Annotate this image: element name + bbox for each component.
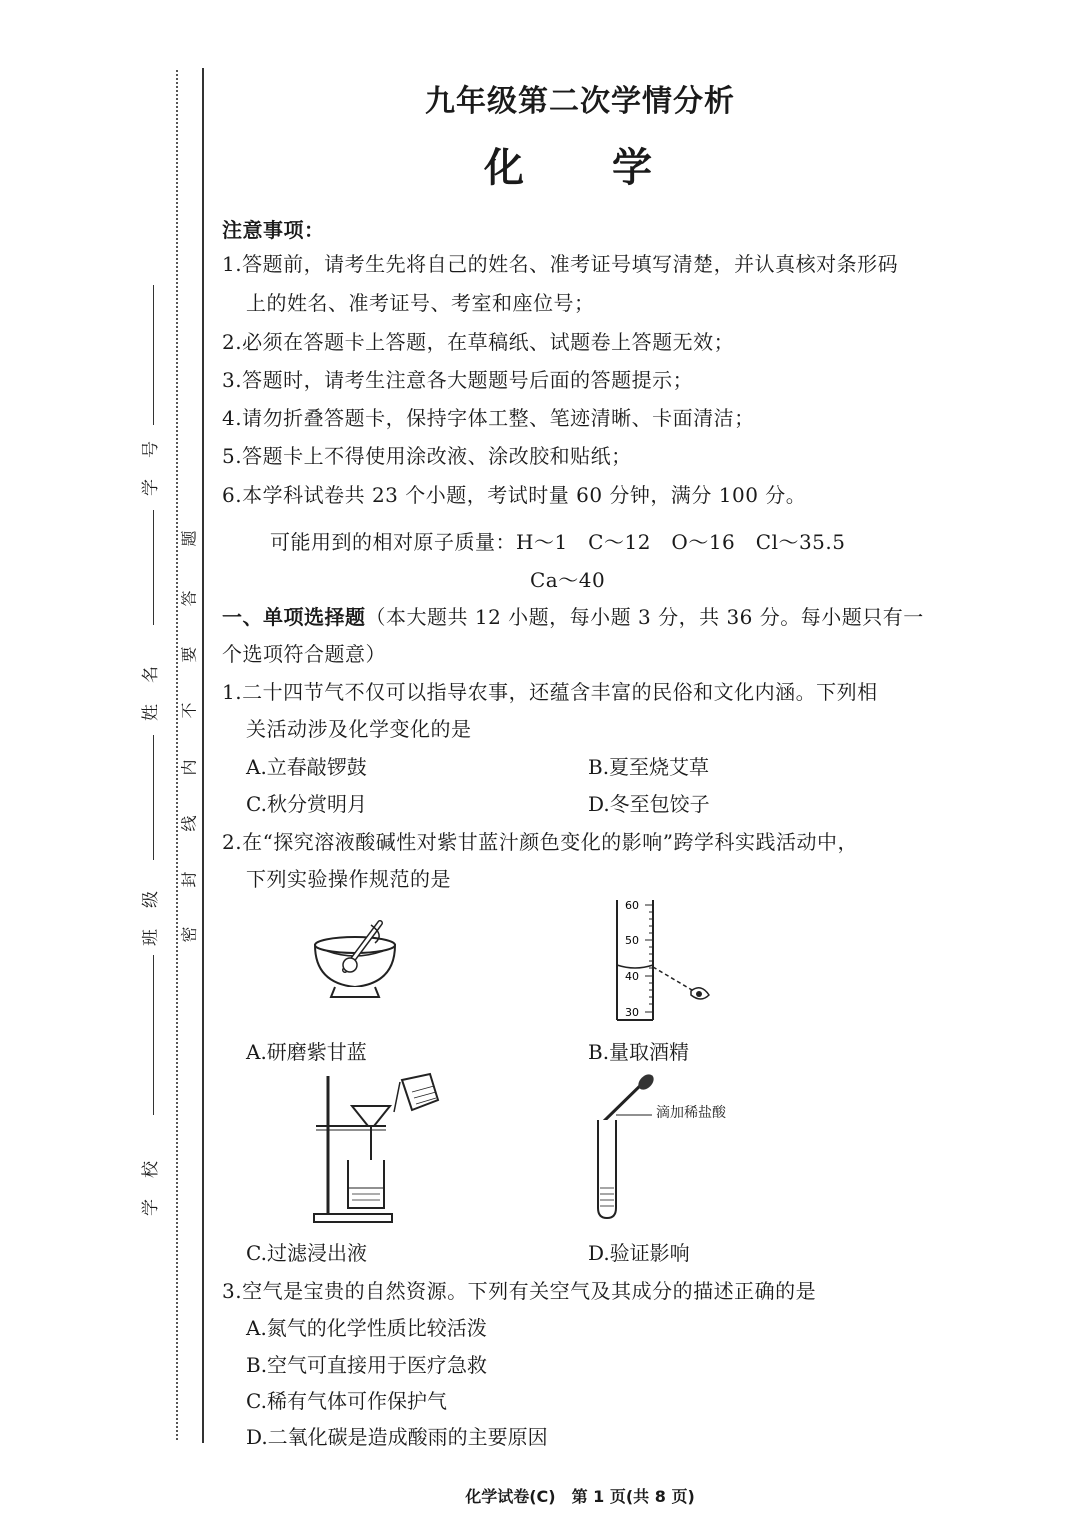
class-label: 班 级 — [141, 889, 161, 946]
q2-stem-cont: 下列实验操作规范的是 — [246, 867, 451, 891]
notice-item: 3.答题时，请考生注意各大题题号后面的答题提示； — [222, 368, 694, 392]
q1-option-b: B.夏至烧艾草 — [588, 755, 710, 779]
notice-item: 1.答题前，请考生先将自己的姓名、准考证号填写清楚，并认真核对条形码 — [222, 252, 899, 276]
q1-stem-cont: 关活动涉及化学变化的是 — [246, 717, 472, 741]
subject-title: 化 学 — [484, 145, 676, 191]
atomic-mass-line2: Ca～40 — [530, 568, 606, 592]
q1-option-c: C.秋分赏明月 — [246, 792, 367, 816]
seal-char: 答 — [179, 590, 199, 607]
student-id-blank-lower — [153, 510, 154, 625]
q2-option-d: D.验证影响 — [588, 1241, 690, 1265]
section-desc: （本大题共 12 小题，每小题 3 分，共 36 分。每小题只有一 — [365, 605, 924, 629]
section-title: 一、单项选择题 — [222, 605, 366, 629]
page-footer: 化学试卷(C) 第 1 页(共 8 页) — [465, 1487, 695, 1506]
class-blank — [153, 955, 154, 1115]
notice-heading: 注意事项： — [222, 218, 325, 242]
name-label: 姓 名 — [141, 664, 161, 721]
q2-option-a: A.研磨紫甘蓝 — [246, 1040, 367, 1064]
student-id-label: 学 号 — [141, 439, 161, 496]
seal-char: 密 — [179, 926, 199, 943]
seal-char: 线 — [179, 815, 199, 832]
name-blank — [153, 735, 154, 860]
q3-stem: 3.空气是宝贵的自然资源。下列有关空气及其成分的描述正确的是 — [222, 1279, 817, 1303]
q1-option-a: A.立春敲锣鼓 — [246, 755, 367, 779]
q3-option-b: B.空气可直接用于医疗急救 — [246, 1353, 488, 1377]
q3-option-d: D.二氧化碳是造成酸雨的主要原因 — [246, 1425, 548, 1449]
notice-item: 2.必须在答题卡上答题，在草稿纸、试题卷上答题无效； — [222, 330, 735, 354]
notice-item: 4.请勿折叠答题卡，保持字体工整、笔迹清晰、卡面清洁； — [222, 406, 755, 430]
seal-char: 封 — [179, 871, 199, 888]
q3-option-a: A.氮气的化学性质比较活泼 — [246, 1316, 487, 1340]
q3-option-c: C.稀有气体可作保护气 — [246, 1389, 447, 1413]
section-desc-cont: 个选项符合题意） — [222, 642, 386, 666]
notice-item: 6.本学科试卷共 23 个小题，考试时量 60 分钟，满分 100 分。 — [222, 483, 807, 507]
school-label: 学 校 — [141, 1159, 161, 1216]
dropper-testtube-figure — [590, 1068, 790, 1228]
seal-char: 内 — [179, 759, 199, 776]
cylinder-mark: 50 — [625, 934, 639, 947]
cylinder-mark: 30 — [625, 1006, 639, 1019]
seal-char: 要 — [179, 646, 199, 663]
q2-option-b: B.量取酒精 — [588, 1040, 690, 1064]
seal-char: 题 — [179, 530, 199, 547]
mortar-pestle-figure — [305, 915, 405, 1005]
q1-option-d: D.冬至包饺子 — [588, 792, 710, 816]
filtration-figure — [308, 1070, 458, 1225]
notice-item: 5.答题卡上不得使用涂改液、涂改胶和贴纸； — [222, 444, 632, 468]
student-id-blank — [153, 285, 154, 425]
exam-title: 九年级第二次学情分析 — [425, 84, 735, 119]
dropper-label: 滴加稀盐酸 — [656, 1105, 726, 1121]
binding-solid-line — [202, 68, 204, 1443]
q2-stem: 2.在“探究溶液酸碱性对紫甘蓝汁颜色变化的影响”跨学科实践活动中， — [222, 830, 859, 854]
notice-item: 上的姓名、准考证号、考室和座位号； — [246, 291, 595, 315]
q1-stem: 1.二十四节气不仅可以指导农事，还蕴含丰富的民俗和文化内涵。下列相 — [222, 680, 878, 704]
section-heading — [222, 601, 924, 630]
seal-char: 不 — [179, 702, 199, 719]
graduated-cylinder-figure — [605, 895, 725, 1025]
cylinder-mark: 40 — [625, 970, 639, 983]
atomic-mass-line1: 可能用到的相对原子质量：H～1 C～12 O～16 Cl～35.5 — [270, 530, 846, 554]
q2-option-c: C.过滤浸出液 — [246, 1241, 367, 1265]
cylinder-mark: 60 — [625, 899, 639, 912]
